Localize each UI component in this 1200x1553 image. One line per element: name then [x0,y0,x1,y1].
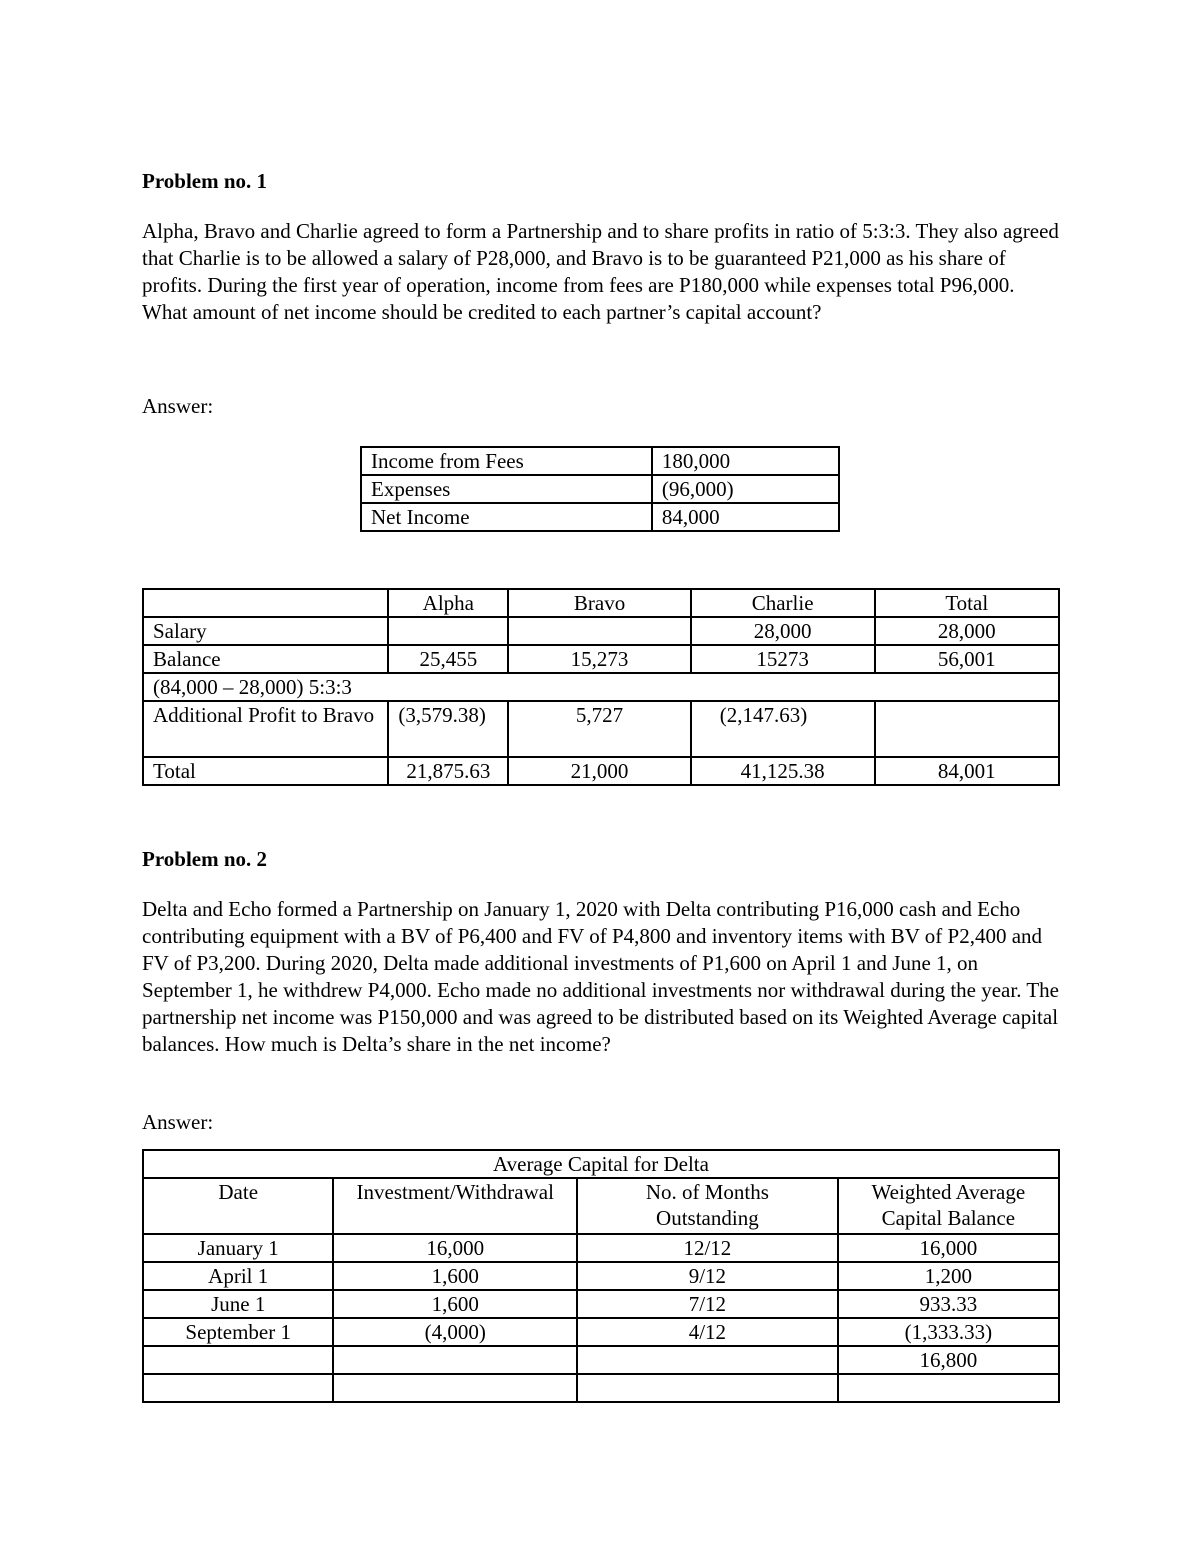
row1-investment: 16,000 [333,1234,577,1262]
header-weighted: Weighted Average Capital Balance [838,1178,1059,1234]
row2-months: 9/12 [577,1262,838,1290]
header-bravo: Bravo [508,589,690,617]
table-header-row [143,1178,1059,1234]
row1-months: 12/12 [577,1234,838,1262]
salary-total: 28,000 [875,617,1060,645]
additional-charlie: (2,147.63) [691,701,875,757]
row6-weighted [838,1374,1059,1402]
table-row [143,673,1059,701]
expenses-value: (96,000) [652,475,839,503]
balance-bravo: 15,273 [508,645,690,673]
row6-date [143,1374,333,1402]
row6-months [577,1374,838,1402]
total-alpha: 21,875.63 [388,757,508,785]
total-total: 84,001 [875,757,1060,785]
table-row [361,447,839,475]
balance-charlie: 15273 [691,645,875,673]
row1-date: January 1 [143,1234,333,1262]
table-row [143,645,1059,673]
salary-label: Salary [143,617,388,645]
balance-total: 56,001 [875,645,1060,673]
row2-investment: 1,600 [333,1262,577,1290]
salary-alpha [388,617,508,645]
table-row [143,1374,1059,1402]
row5-date [143,1346,333,1374]
header-date: Date [143,1178,333,1234]
total-label: Total [143,757,388,785]
additional-bravo: 5,727 [508,701,690,757]
table-row [143,1290,1059,1318]
row4-investment: (4,000) [333,1318,577,1346]
problem1-heading: Problem no. 1 [142,169,268,193]
net-income-value: 84,000 [652,503,839,531]
row5-weighted-total: 16,800 [838,1346,1059,1374]
row4-date: September 1 [143,1318,333,1346]
expenses-label: Expenses [361,475,652,503]
salary-charlie: 28,000 [691,617,875,645]
header-investment: Investment/Withdrawal [333,1178,577,1234]
balance-label: Balance [143,645,388,673]
table-row [143,617,1059,645]
row5-investment [333,1346,577,1374]
table-row [143,757,1059,785]
row1-weighted: 16,000 [838,1234,1059,1262]
header-alpha: Alpha [388,589,508,617]
row3-investment: 1,600 [333,1290,577,1318]
table-row [143,701,1059,757]
income-label: Income from Fees [361,447,652,475]
problem1-answer-label: Answer: [142,394,214,418]
total-bravo: 21,000 [508,757,690,785]
row3-months: 7/12 [577,1290,838,1318]
table-row [143,1318,1059,1346]
salary-bravo [508,617,690,645]
problem2-heading: Problem no. 2 [142,847,268,871]
additional-alpha: (3,579.38) [388,701,508,757]
income-summary-table [360,446,840,532]
header-charlie: Charlie [691,589,875,617]
row4-weighted: (1,333.33) [838,1318,1059,1346]
table-title-row [143,1150,1059,1178]
table-row [361,503,839,531]
row2-weighted: 1,200 [838,1262,1059,1290]
row4-months: 4/12 [577,1318,838,1346]
problem1-text: Alpha, Bravo and Charlie agreed to form a Partnership and to share profits in ratio of 5:3:3. They also agreed that Charlie is to be allowed a salary of P28,000, and Bravo is to be guaranteed P21,000 as his share of profits. During the first year of operation, income from fees are P180,000 while expenses total P96,000. What amount of net income should be credited to each partner’s capital account? [142,219,1059,324]
row2-date: April 1 [143,1262,333,1290]
header-blank [143,589,388,617]
average-capital-table [142,1149,1060,1403]
row3-date: June 1 [143,1290,333,1318]
capital-table-title: Average Capital for Delta [143,1150,1059,1178]
table-header-row [143,589,1059,617]
table-row [361,475,839,503]
header-total: Total [875,589,1060,617]
balance-alpha: 25,455 [388,645,508,673]
net-income-label: Net Income [361,503,652,531]
table-row [143,1262,1059,1290]
total-charlie: 41,125.38 [691,757,875,785]
problem2-answer-label: Answer: [142,1110,214,1134]
profit-distribution-table [142,588,1060,786]
income-value: 180,000 [652,447,839,475]
additional-total [875,701,1060,757]
table-row [143,1346,1059,1374]
table-row [143,1234,1059,1262]
additional-profit-label: Additional Profit to Bravo [143,701,388,757]
balance-formula: (84,000 – 28,000) 5:3:3 [143,673,1059,701]
row3-weighted: 933.33 [838,1290,1059,1318]
row5-months [577,1346,838,1374]
problem2-text: Delta and Echo formed a Partnership on January 1, 2020 with Delta contributing P16,000 cash and Echo contributing equipment with a BV of P6,400 and FV of P4,800 and inventory items with BV of P2,400 and FV of P3,200. During 2020, Delta made additional investments of P1,600 on April 1 and June 1, on September 1, he withdrew P4,000. Echo made no additional investments nor withdrawal during the year. The partnership net income was P150,000 and was agreed to be distributed based on its Weighted Average capital balances. How much is Delta’s share in the net income? [142,897,1059,1056]
header-months: No. of Months Outstanding [577,1178,838,1234]
row6-investment [333,1374,577,1402]
